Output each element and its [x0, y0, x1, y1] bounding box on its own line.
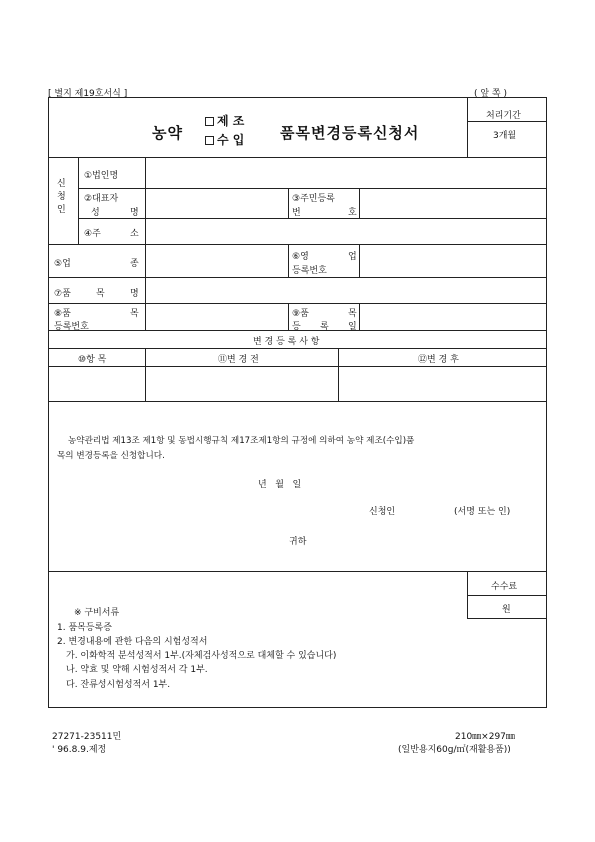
- changes-col-before: ⑪변 경 전: [218, 355, 259, 365]
- rep-name-label-2b: 명: [130, 208, 139, 218]
- product-reg-date-field[interactable]: [360, 304, 546, 329]
- processing-label: 처리기간: [486, 111, 521, 121]
- processing-value: 3개월: [493, 131, 517, 141]
- product-reg-date-label-2a: 등: [292, 322, 301, 332]
- changes-after-field[interactable]: [339, 367, 546, 400]
- form-number: [ 별지 제19호서식 ]: [48, 89, 128, 99]
- resident-no-label-1: ③주민등록: [292, 194, 335, 204]
- product-reg-date-label-2b: 록: [320, 322, 329, 332]
- product-reg-no-label-1b: 목: [130, 309, 139, 319]
- business-reg-label-1a: ⑥영: [292, 252, 309, 262]
- business-reg-label-1b: 업: [348, 252, 357, 262]
- address-label-b: 소: [130, 229, 139, 239]
- product-reg-no-field[interactable]: [146, 304, 287, 329]
- make-checkbox[interactable]: [205, 117, 214, 126]
- changes-section-title: 변 경 등 록 사 항: [253, 337, 320, 347]
- changes-col-after: ⑫변 경 후: [418, 355, 459, 365]
- address-field[interactable]: [146, 219, 546, 243]
- form-title: 품목변경등록신청서: [280, 124, 420, 142]
- document-item: 가. 이화학적 분석성적서 1부.(자체검사성적으로 대체할 수 있습니다): [66, 651, 337, 661]
- changes-before-field[interactable]: [146, 367, 337, 400]
- footer-code: 27271-23511민: [52, 732, 122, 742]
- corp-name-label: ①법인명: [84, 171, 119, 181]
- declaration-line-2: 목의 변경등록을 신청합니다.: [57, 451, 165, 461]
- business-reg-label-2: 등록번호: [292, 266, 327, 276]
- changes-item-field[interactable]: [49, 367, 144, 400]
- option-make[interactable]: 제 조: [205, 112, 244, 129]
- product-reg-date-label-1b: 목: [348, 309, 357, 319]
- document-item: 나. 약효 및 약해 시험성적서 각 1부.: [66, 665, 208, 675]
- business-reg-field[interactable]: [360, 245, 546, 276]
- rep-name-field[interactable]: [146, 189, 287, 217]
- product-name-label-a: ⑦품: [54, 289, 71, 299]
- changes-col-item: ⑩항 목: [78, 355, 107, 365]
- resident-no-label-2b: 호: [348, 208, 357, 218]
- applicant-section-label: 신 청 인: [57, 179, 66, 215]
- title-prefix: 농약: [152, 124, 183, 142]
- product-name-label-b: 목: [96, 289, 105, 299]
- footer-enacted: ' 96.8.9.제정: [52, 745, 107, 755]
- applicant-sign-label: 신청인: [369, 507, 396, 517]
- option-import[interactable]: 수 입: [205, 131, 244, 148]
- product-name-field[interactable]: [146, 278, 546, 302]
- import-checkbox[interactable]: [205, 136, 214, 145]
- fee-value: 원: [502, 605, 511, 615]
- business-type-label-a: ⑤업: [54, 259, 71, 269]
- footer-paper-size: 210㎜×297㎜: [455, 732, 515, 742]
- product-reg-no-label-1a: ⑧품: [54, 309, 71, 319]
- sign-note: (서명 또는 인): [454, 507, 511, 517]
- address-label-a: ④주: [84, 229, 101, 239]
- declaration-line-1: 농약관리법 제13조 제1항 및 동법시행규칙 제17조제1항의 규정에 의하여 농약 제조(수입)품: [68, 436, 415, 446]
- addressee: 귀하: [289, 537, 307, 547]
- resident-no-field[interactable]: [360, 189, 546, 217]
- document-item: 2. 변경내용에 관한 다음의 시험성적서: [57, 637, 208, 647]
- product-reg-date-label-1a: ⑨품: [292, 309, 309, 319]
- declaration-date: 년 월 일: [258, 480, 302, 490]
- document-item: 1. 품목등록증: [57, 623, 112, 633]
- document-item: 다. 잔류성시험성적서 1부.: [66, 680, 171, 690]
- rep-name-label-2a: 성: [91, 208, 100, 218]
- corp-name-field[interactable]: [146, 158, 546, 187]
- product-reg-no-label-2: 등록번호: [54, 322, 89, 332]
- business-type-label-b: 종: [130, 259, 139, 269]
- page-side: ( 앞 쪽 ): [474, 89, 507, 99]
- documents-heading: ※ 구비서류: [74, 608, 120, 618]
- product-name-label-c: 명: [130, 289, 139, 299]
- fee-label: 수수료: [491, 582, 518, 592]
- business-type-field[interactable]: [146, 245, 287, 276]
- rep-name-label-1: ②대표자: [84, 194, 119, 204]
- resident-no-label-2a: 번: [292, 208, 301, 218]
- footer-paper-type: (일반용지60g/㎡(재활용품)): [398, 745, 511, 755]
- product-reg-date-label-2c: 일: [348, 322, 357, 332]
